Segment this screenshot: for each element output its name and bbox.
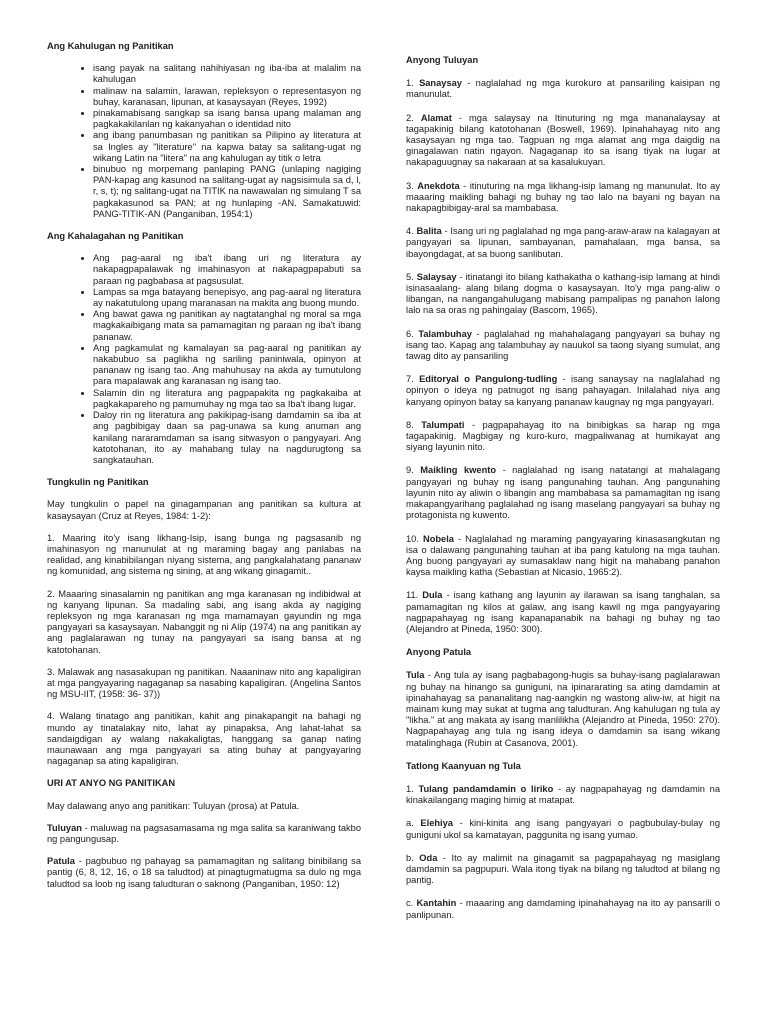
definition: - itinuturing na mga likhang-isip lamang ng manunulat. Ito ay maaaring maikling bahagi ng buhay ng tao lalo na bayani ng bayan na nakapagbibigay-aral sa mambabasa. xyxy=(406,180,720,214)
item-number: 9. xyxy=(406,465,414,476)
section-heading: Anyong Tuluyan xyxy=(406,55,479,65)
paragraph: 4. Walang tinatago ang panitikan, kahit ang pinakapangit na bahagi ng mundo ay tinatalakay nito, lahat ay pinapaksa, Ang lahat-lahat sa sandaigdigan ay walang nakakaligtas, hanggang sa ganap nating maunawaan ang mga pangyayari sa ating buhay at pangyayaring nagaganap sa ating kapaligiran. xyxy=(47,711,361,767)
paragraph: May dalawang anyo ang panitikan: Tuluyan (prosa) at Patula. xyxy=(47,800,300,811)
numbered-item xyxy=(406,78,720,100)
term: Maikling kwento xyxy=(420,465,497,476)
definition: - isang sanaysay na naglalahad ng opinyon o ideya ng patnugot ng isang pahayagan. Inilalahad niya ang kanyang opinyon batay sa kanyang pananaw kaugnay ng mga pangyayari. xyxy=(406,374,720,407)
definition-paragraph xyxy=(47,823,361,845)
definition: - maluwag na pagsasamasama ng mga salita sa karaniwang takbo ng pangungusap. xyxy=(47,822,361,844)
definition: - naglalahad ng isang natatangi at mahalagang pangyayari ng buhay ng isang pangunahing tauhan. Ang pangunahing layunin nito ay aliwin o libangin ang mambabasa sa pamamagitan ng isang makapangyarihang paglalahad ng isang maselang pangyayari sa buhay ng protagonista ng kuwento. xyxy=(406,465,721,521)
term: Alamat xyxy=(420,112,452,123)
kahulugan-list xyxy=(47,63,361,220)
term: Talumpati xyxy=(421,419,465,430)
term: Kantahin xyxy=(416,898,457,909)
anyong-tuluyan-list xyxy=(406,78,720,635)
definition: - kini-kinita ang isang pangyayari o pagbubulay-bulay ng guniguni ukol sa kamatayan, paggunita ng isang yumao. xyxy=(406,818,720,840)
paragraph: 2. Maaaring sinasalamin ng panitikan ang mga karanasan ng indibidwal at ng kanyang lipunan. Sa madaling sabi, ang isang akda ay nagiging repleksyon ng mga karanasan ng mga mamamayan gayundin ng mga pangyayari sa kasaysayan. Nabanggit ng ni Alip (1974) na ang panitikan ay ang paglalarawan ng tunay na pangyayari sa isang bansa at ng katotohanan. xyxy=(47,588,361,655)
paragraph: 3. Malawak ang nasasakupan ng panitikan. Naaaninaw nito ang kapaligiran at mga pangyayaring nagaganap sa nasabing kapaligiran. (Angelina Santos ng MSU-IIT, (1958: 36- 37)) xyxy=(47,666,361,700)
item-number: 6. xyxy=(406,328,414,339)
item-number: 5. xyxy=(406,271,414,282)
term: Oda xyxy=(419,852,438,863)
numbered-item xyxy=(406,420,720,454)
definition: - pagbubuo ng pahayag sa pamamagitan ng salitang binibilang sa pantig (6, 8, 12, 16, o 18 sa taludtod) at pinagtugmatugma sa dulo ng mga taludtod sa loob ng isang taludturan o saknong (Panganiban, 1950: 12) xyxy=(47,856,361,889)
list-item: • ang ibang panumbasan ng panitikan sa Pilipino ay literatura at sa Ingles ay "literature" na kapwa batay sa salitang-ugat ng wikang Latin na "litera" na ang kahulugan ay titik o letra xyxy=(93,130,361,164)
item-number: a. xyxy=(406,818,414,829)
section-heading: Ang Kahalagahan ng Panitikan xyxy=(47,231,184,242)
definition: - itinatangi ito bilang kathakatha o kathang-isip lamang at hindi isinasaalang- alang bilang dogma o kasaysayan. Ito'y mga pang-aliw o libangan, na nangangahulugang mabisang pampalipas ng panahon lalong lalo na sa oras ng pahingalay (Bascom, 1965). xyxy=(406,271,720,316)
numbered-item xyxy=(406,534,720,579)
numbered-item xyxy=(406,329,720,363)
definition: - naglalahad ng mga kurokuro at pansariling kaisipan ng manunulat. xyxy=(406,78,720,100)
numbered-item xyxy=(406,784,720,806)
list-item: • Ang pag-aaral ng iba't ibang uri ng literatura ay nakapagpapalawak ng imahinasyon at nakapagpapabuti sa paraan ng pagbabasa at pagsusulat. xyxy=(93,253,361,287)
definition-paragraph xyxy=(47,856,361,890)
item-number: 1. xyxy=(406,783,414,794)
term: Tula xyxy=(406,670,425,681)
definition: - mga salaysay na Itinuturing ng mga mananalaysay at tagapakinig bilang katotohanan (Boswell, 1969). Ipinahahayag nito ang kasaysayan ng mga tao. Tagpuan ng mga alamat ang mga daigdig na ginagalawan natin ngayon. Nagaganap ito sa isang tiyak na lugar at nakapaguugnay sa nakaraan at sa kasalukuyan. xyxy=(406,112,720,168)
definition: - Ang tula ay isang pagbabagong-hugis sa buhay-isang paglalarawan ng buhay na hinango sa guniguni, na ipinararating sa ating damdamin at ipinahahayag sa pananalitang nag-aangkin ng wastong aliw-iw, at higit na mainam kung may sukat at tugma ang taludturan. Ang kahulugan ng tula ay "likha." at ang makata ay isang manlilikha (Alejandro at Pineda, 1950: 270). Nagpapahayag ang tula ng isang ideya o damdamin sa isang wikang matalinghaga (Rubin at Casanova, 2001). xyxy=(406,670,720,748)
numbered-item xyxy=(406,465,720,521)
paragraph: May tungkulin o papel na ginagampanan ang panitikan sa kultura at kasaysayan (Cruz at Reyes, 1984: 1-2): xyxy=(47,499,361,521)
item-number: 3. xyxy=(406,180,414,191)
numbered-item xyxy=(406,898,720,920)
term: Editoryal o Pangulong-tudling xyxy=(419,374,558,385)
definition: - paglalahad ng mahahalagang pangyayari sa buhay ng isang tao. Kapag ang talambuhay ay nauukol sa taong siyang sumulat, ang tawag dito ay pansariling xyxy=(406,328,720,362)
definition: - Ito ay malimit na ginagamit sa pagpapahayag ng masiglang damdamin sa pagpupuri. Wala itong tiyak na bilang ng taludtod at bilang ng pantig. xyxy=(406,852,720,886)
item-number: 2. xyxy=(406,112,414,123)
list-item: • isang payak na salitang nahihiyasan ng iba-iba at malalim na kahulugan xyxy=(93,63,361,85)
numbered-item xyxy=(406,226,720,260)
list-item: • Salamin din ng literatura ang pagpapakita ng pagkakaiba at pagkakapareho ng pamumuhay ng mga tao sa Iba't ibang lugar. xyxy=(93,388,361,410)
numbered-item xyxy=(406,181,720,215)
numbered-item xyxy=(406,818,720,840)
definition: - ay nagpapahayag ng damdamin na kinakailangang maging himig at matapat. xyxy=(406,783,720,806)
kahalagahan-list xyxy=(47,253,361,466)
term: Elehiya xyxy=(420,818,453,829)
section-heading: Ang Kahulugan ng Panitikan xyxy=(47,41,174,51)
paragraph: 1. Maaring ito'y isang likhang-Isip, isang bunga ng pagsasanib ng imahinasyon ng manunulat at ng maraming bagay ang panlabas na realidad, ang kinabibilangan niyang sistema, ang pangkalahatang pananaw ng komunidad, ang sistema ng sining, at ang wikang ginagamit.. xyxy=(47,532,361,577)
item-number: 10. xyxy=(406,533,419,544)
term: Dula xyxy=(422,590,443,601)
definition: - isang kathang ang layunin ay ilarawan sa isang tanghalan, sa pamamagitan ng kilos at galaw, ang isang kawil ng mga pangyayaring nagpapahayag ng isang kapanapanabik na bahagi ng buhay ng tao (Alejandro at Pineda, 1950: 300). xyxy=(406,590,720,634)
numbered-item xyxy=(406,113,720,169)
term: Nobela xyxy=(422,533,454,544)
list-item: • malinaw na salamin, larawan, repleksyon o representasyon ng buhay, karanasan, lipunan, at kasaysayan (Reyes, 1992) xyxy=(93,86,361,108)
numbered-item xyxy=(406,590,720,635)
definition: - pagpapahayag ito na binibigkas sa harap ng mga tagapakinig. Magbigay ng kuro-kuro, magpaliwanag at humikayat ang siyang layunin nito. xyxy=(406,419,720,453)
term: Sanaysay xyxy=(419,78,462,89)
list-item: • Daloy rin ng literatura ang pakikipag-isang damdamin sa iba at ang pagbibigay daan sa pag-unawa sa kung anuman ang kanilang nararamdaman sa isang sitwasyon o pangyayari. Ang katotohanan, ito ay mahabang tulay na nagdurugtong sa sangkatauhan. xyxy=(93,410,361,466)
numbered-item xyxy=(406,374,720,408)
section-heading: Tatlong Kaanyuan ng Tula xyxy=(406,760,521,771)
term: Talambuhay xyxy=(418,328,472,339)
item-number: 8. xyxy=(406,419,414,430)
right-column xyxy=(406,0,720,921)
definition: - maaaring ang damdaming ipinahahayag na ito ay pansarili o panlipunan. xyxy=(406,898,721,920)
item-number: 4. xyxy=(406,226,414,237)
list-item: • Ang bawat gawa ng panitikan ay nagtatanghal ng moral sa mga magkakaibigang mata sa pamamagitan ng paraan ng iba't ibang pananaw. xyxy=(93,309,361,343)
definition: - Naglalahad ng maraming pangyayaring kinasasangkutan ng isa o dalawang pangunahing tauhan at iba pang katulong na mga tauhan. Ang buong pangyayari ay sumasaklaw nang higit na mahabang panahon kaysa maikling katha (Sebastian at Nicasio, 1965:2). xyxy=(406,533,720,578)
term: Balita xyxy=(416,226,442,237)
term: Anekdota xyxy=(417,180,460,191)
section-heading: Anyong Patula xyxy=(406,647,472,658)
left-column xyxy=(47,0,361,890)
item-number: 11. xyxy=(406,590,419,601)
item-number: 1. xyxy=(406,78,414,89)
term: Patula xyxy=(47,856,75,867)
list-item: • Lampas sa mga batayang benepisyo, ang pag-aaral ng literatura ay nakatutulong upang maranasan na makita ang buong mundo. xyxy=(93,287,361,309)
item-number: b. xyxy=(406,852,414,863)
term: Tulang pandamdamin o liriko xyxy=(418,783,554,794)
section-heading: URI AT ANYO NG PANITIKAN xyxy=(47,778,176,789)
list-item: • Ang pagkamulat ng kamalayan sa pag-aaral ng panitikan ay nakabubuo sa paglikha ng sariling paniniwala, opinyon at pananaw ng isang tao. Ang mahuhusay na akda ay tumutulong para mapalawak ang karanasan ng isang tao. xyxy=(93,343,361,388)
list-item: • binubuo ng morpemang panlaping PANG (unlaping nagiging PAN-kapag ang kasunod na salitang-ugat ay nagsisimula sa d, l, r, s, t); ng salitang-ugat na TITIK na nawawalan ng simulang T sa pagkakasunod sa PAN; at ng hunlaping -AN. Samakatuwid: PANG-TITIK-AN (Panganiban, 1954:1) xyxy=(93,164,361,220)
kaanyuan-list xyxy=(406,784,720,921)
term: Salaysay xyxy=(416,271,457,282)
numbered-item xyxy=(406,272,720,317)
section-heading: Tungkulin ng Panitikan xyxy=(47,477,149,488)
definition: - Isang uri ng paglalahad ng mga pang-araw-araw na kalagayan at pangyayari sa lipunan, sambayanan, pamahalaan, mga bansa, sa ibayongdagat, at sa buong sanlibutan. xyxy=(406,226,720,259)
list-item: • pinakamabisang sangkap sa isang bansa upang malaman ang pagkakakilanlan ng kakanyahan o identidad nito xyxy=(93,108,361,130)
term: Tuluyan xyxy=(47,822,82,833)
numbered-item xyxy=(406,853,720,887)
item-number: 7. xyxy=(406,374,414,385)
item-number: c. xyxy=(406,898,414,909)
definition-paragraph xyxy=(406,670,720,748)
